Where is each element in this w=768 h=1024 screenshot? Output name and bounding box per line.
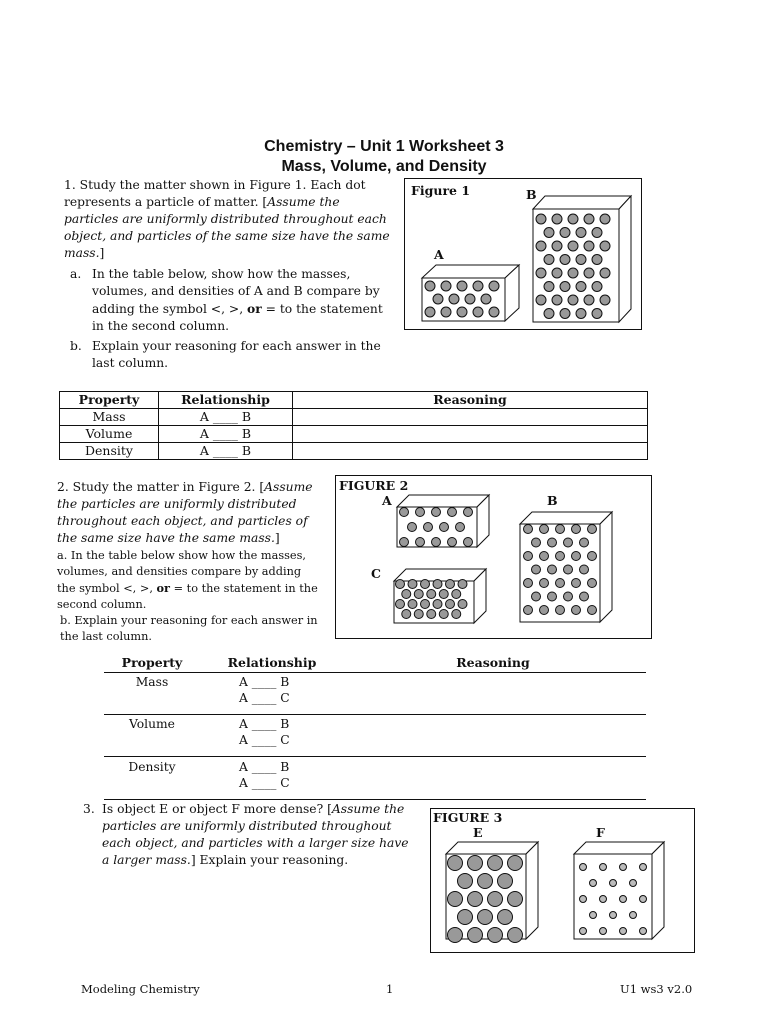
- q2-table-rule: [104, 672, 646, 673]
- q2-row-density-rel2[interactable]: A ____ C: [239, 776, 290, 790]
- q1-b-marker: b.: [70, 339, 82, 353]
- particle-dot: [556, 525, 565, 534]
- particle-dot: [448, 928, 463, 943]
- particle-dot: [544, 228, 554, 238]
- particle-dot: [610, 912, 617, 919]
- q2-table-rule: [104, 756, 646, 757]
- figure-1-label: Figure 1: [411, 183, 471, 198]
- particle-dot: [468, 892, 483, 907]
- figure-1-drawing: [405, 179, 641, 329]
- worksheet-subtitle: Mass, Volume, and Density: [281, 158, 487, 175]
- particle-dot: [620, 864, 627, 871]
- particle-dot: [544, 282, 554, 292]
- particle-dot: [580, 864, 587, 871]
- particle-dot: [414, 590, 423, 599]
- particle-dot: [402, 590, 411, 599]
- particle-dot: [425, 281, 435, 291]
- particle-dot: [524, 525, 533, 534]
- particle-dot: [568, 241, 578, 251]
- particle-dot: [532, 592, 541, 601]
- q1-row-mass-reasoning[interactable]: [293, 409, 648, 426]
- particle-dot: [421, 600, 430, 609]
- figure-1-label-b: B: [526, 187, 537, 202]
- page-number: 1: [386, 982, 394, 996]
- figure-2: [335, 475, 652, 639]
- particle-dot: [540, 552, 549, 561]
- particle-dot: [572, 525, 581, 534]
- particle-dot: [427, 610, 436, 619]
- particle-dot: [421, 580, 430, 589]
- q1-row-mass-property: Mass: [60, 409, 159, 426]
- particle-dot: [564, 592, 573, 601]
- particle-dot: [408, 523, 417, 532]
- particle-dot: [452, 590, 461, 599]
- particle-dot: [532, 565, 541, 574]
- particle-dot: [464, 538, 473, 547]
- particle-dot: [600, 241, 610, 251]
- particle-dot: [536, 268, 546, 278]
- particle-dot: [600, 864, 607, 871]
- particle-dot: [556, 606, 565, 615]
- particle-dot: [416, 508, 425, 517]
- particle-dot: [425, 307, 435, 317]
- particle-dot: [488, 856, 503, 871]
- particle-dot: [548, 565, 557, 574]
- particle-dot: [396, 580, 405, 589]
- particle-dot: [524, 606, 533, 615]
- particle-dot: [478, 874, 493, 889]
- particle-dot: [457, 281, 467, 291]
- q1-a-marker: a.: [70, 267, 82, 281]
- particle-dot: [592, 255, 602, 265]
- particle-dot: [630, 912, 637, 919]
- particle-dot: [552, 268, 562, 278]
- q2-row-mass-rel1[interactable]: A ____ B: [239, 675, 290, 689]
- particle-dot: [408, 580, 417, 589]
- q3-number: 3.: [83, 802, 95, 816]
- q2-prompt: 2. Study the matter in Figure 2. [Assume the particles are uniformly distributed throughout each object, and particles of the same size have the same mass.]: [57, 480, 313, 545]
- particle-dot: [588, 525, 597, 534]
- particle-dot: [536, 295, 546, 305]
- particle-dot: [433, 600, 442, 609]
- particle-dot: [588, 579, 597, 588]
- particle-dot: [600, 928, 607, 935]
- particle-dot: [580, 538, 589, 547]
- box-a: [422, 265, 519, 321]
- q2-header-reasoning: Reasoning: [456, 655, 530, 670]
- particle-dot: [488, 928, 503, 943]
- particle-dot: [536, 241, 546, 251]
- particle-dot: [414, 610, 423, 619]
- footer-left: Modeling Chemistry: [81, 982, 200, 996]
- figure-3-label-e: E: [473, 825, 483, 840]
- particle-dot: [432, 508, 441, 517]
- particle-dot: [488, 892, 503, 907]
- particle-dot: [448, 508, 457, 517]
- q1-header-relationship: Relationship: [159, 392, 293, 409]
- particle-dot: [576, 228, 586, 238]
- particle-dot: [548, 538, 557, 547]
- figure-2-label-b: B: [547, 493, 558, 508]
- particle-dot: [600, 295, 610, 305]
- particle-dot: [464, 508, 473, 517]
- particle-dot: [540, 525, 549, 534]
- q2-table-rule: [104, 714, 646, 715]
- particle-dot: [560, 309, 570, 319]
- figure-2-drawing: [336, 476, 651, 638]
- q1-a-text: In the table below, show how the masses, volumes, and densities of A and B compare by adding the symbol <, >, or = to the statement in the second column.: [92, 267, 383, 333]
- q1-row-density-property: Density: [60, 443, 159, 460]
- particle-dot: [640, 896, 647, 903]
- particle-dot: [536, 214, 546, 224]
- particle-dot: [572, 579, 581, 588]
- particle-dot: [580, 896, 587, 903]
- particle-dot: [458, 600, 467, 609]
- particle-dot: [552, 214, 562, 224]
- particle-dot: [408, 600, 417, 609]
- q2-row-density-rel1[interactable]: A ____ B: [239, 760, 290, 774]
- particle-dot: [473, 307, 483, 317]
- particle-dot: [640, 864, 647, 871]
- particle-dot: [498, 910, 513, 925]
- particle-dot: [592, 309, 602, 319]
- particle-dot: [568, 268, 578, 278]
- particle-dot: [580, 565, 589, 574]
- q2-b-text: b. Explain your reasoning for each answer in the last column.: [60, 614, 318, 643]
- particle-dot: [584, 241, 594, 251]
- particle-dot: [600, 268, 610, 278]
- q1-row-volume-reasoning[interactable]: [293, 426, 648, 443]
- figure-3: [430, 808, 695, 953]
- particle-dot: [584, 214, 594, 224]
- particle-dot: [427, 590, 436, 599]
- figure-1: [404, 178, 642, 330]
- box-f: [574, 842, 664, 939]
- particle-dot: [576, 282, 586, 292]
- particle-dot: [473, 281, 483, 291]
- particle-dot: [552, 241, 562, 251]
- particle-dot: [449, 294, 459, 304]
- particle-dot: [441, 281, 451, 291]
- particle-dot: [489, 307, 499, 317]
- particle-dot: [441, 307, 451, 317]
- particle-dot: [556, 552, 565, 561]
- particle-dot: [508, 892, 523, 907]
- q1-header-property: Property: [60, 392, 159, 409]
- q1-row-mass-relation[interactable]: A ____ B: [159, 409, 293, 426]
- particle-dot: [590, 880, 597, 887]
- particle-dot: [524, 579, 533, 588]
- particle-dot: [630, 880, 637, 887]
- particle-dot: [610, 880, 617, 887]
- particle-dot: [478, 910, 493, 925]
- particle-dot: [458, 874, 473, 889]
- particle-dot: [568, 295, 578, 305]
- q1-row-volume-property: Volume: [60, 426, 159, 443]
- footer-right: U1 ws3 v2.0: [620, 982, 693, 996]
- particle-dot: [458, 580, 467, 589]
- particle-dot: [572, 552, 581, 561]
- particle-dot: [452, 610, 461, 619]
- particle-dot: [640, 928, 647, 935]
- particle-dot: [540, 606, 549, 615]
- particle-dot: [600, 214, 610, 224]
- q2-a-text: a. In the table below show how the masses, volumes, and densities compare by adding the symbol <, >, or = to the statement in the second column.: [57, 549, 318, 611]
- particle-dot: [548, 592, 557, 601]
- particle-dot: [448, 892, 463, 907]
- box-2a: [397, 495, 489, 547]
- particle-dot: [468, 856, 483, 871]
- particle-dot: [446, 580, 455, 589]
- q2-row-volume-property: Volume: [129, 717, 175, 731]
- particle-dot: [433, 294, 443, 304]
- particle-dot: [456, 523, 465, 532]
- particle-dot: [508, 928, 523, 943]
- q1-row-density-reasoning[interactable]: [293, 443, 648, 460]
- q2-table-rule: [104, 799, 646, 800]
- q2-header-property: Property: [121, 655, 183, 670]
- particle-dot: [446, 600, 455, 609]
- q1-header-reasoning: Reasoning: [293, 392, 648, 409]
- particle-dot: [568, 214, 578, 224]
- figure-2-label-a: A: [382, 493, 392, 508]
- particle-dot: [572, 606, 581, 615]
- particle-dot: [416, 538, 425, 547]
- particle-dot: [540, 579, 549, 588]
- particle-dot: [532, 538, 541, 547]
- particle-dot: [439, 610, 448, 619]
- particle-dot: [560, 255, 570, 265]
- q2-row-mass-property: Mass: [135, 675, 169, 689]
- particle-dot: [576, 255, 586, 265]
- particle-dot: [433, 580, 442, 589]
- particle-dot: [439, 590, 448, 599]
- particle-dot: [588, 606, 597, 615]
- figure-3-label: FIGURE 3: [433, 810, 503, 825]
- particle-dot: [556, 579, 565, 588]
- particle-dot: [560, 228, 570, 238]
- particle-dot: [524, 552, 533, 561]
- particle-dot: [489, 281, 499, 291]
- particle-dot: [465, 294, 475, 304]
- figure-1-label-a: A: [434, 247, 444, 262]
- q1-row-density-relation[interactable]: A ____ B: [159, 443, 293, 460]
- particle-dot: [432, 538, 441, 547]
- particle-dot: [580, 592, 589, 601]
- particle-dot: [424, 523, 433, 532]
- q2-header-relationship: Relationship: [227, 655, 317, 670]
- q2-row-mass-rel2[interactable]: A ____ C: [239, 691, 290, 705]
- q3-prompt: Is object E or object F more dense? [Assume the particles are uniformly distributed throughout each object, and particles with a larger size have a larger mass.] Explain your reasoning.: [102, 802, 409, 867]
- particle-dot: [600, 896, 607, 903]
- particle-dot: [564, 538, 573, 547]
- figure-2-label-c: C: [371, 566, 381, 581]
- particle-dot: [584, 268, 594, 278]
- particle-dot: [544, 309, 554, 319]
- worksheet-title: Chemistry – Unit 1 Worksheet 3: [264, 138, 504, 155]
- particle-dot: [457, 307, 467, 317]
- q1-row-volume-relation[interactable]: A ____ B: [159, 426, 293, 443]
- q2-row-volume-rel1[interactable]: A ____ B: [239, 717, 290, 731]
- particle-dot: [508, 856, 523, 871]
- figure-3-label-f: F: [596, 825, 605, 840]
- particle-dot: [400, 538, 409, 547]
- q2-row-volume-rel2[interactable]: A ____ C: [239, 733, 290, 747]
- particle-dot: [468, 928, 483, 943]
- particle-dot: [448, 856, 463, 871]
- particle-dot: [620, 896, 627, 903]
- particle-dot: [590, 912, 597, 919]
- particle-dot: [580, 928, 587, 935]
- particle-dot: [564, 565, 573, 574]
- particle-dot: [396, 600, 405, 609]
- particle-dot: [592, 282, 602, 292]
- figure-2-label: FIGURE 2: [339, 478, 409, 493]
- particle-dot: [544, 255, 554, 265]
- q2-row-density-property: Density: [128, 760, 176, 774]
- particle-dot: [592, 228, 602, 238]
- particle-dot: [552, 295, 562, 305]
- particle-dot: [576, 309, 586, 319]
- particle-dot: [458, 910, 473, 925]
- q1-prompt: 1. Study the matter shown in Figure 1. Each dot represents a particle of matter. [Assume the particles are uniformly distributed throughout each object, and particles of the same size have the same mass.]: [64, 178, 390, 260]
- particle-dot: [440, 523, 449, 532]
- particle-dot: [498, 874, 513, 889]
- particle-dot: [584, 295, 594, 305]
- q1-b-text: Explain your reasoning for each answer in the last column.: [92, 339, 381, 370]
- particle-dot: [481, 294, 491, 304]
- particle-dot: [400, 508, 409, 517]
- particle-dot: [588, 552, 597, 561]
- q1-table: [59, 391, 648, 460]
- particle-dot: [448, 538, 457, 547]
- figure-3-drawing: [431, 809, 694, 952]
- particle-dot: [402, 610, 411, 619]
- particle-dot: [560, 282, 570, 292]
- particle-dot: [620, 928, 627, 935]
